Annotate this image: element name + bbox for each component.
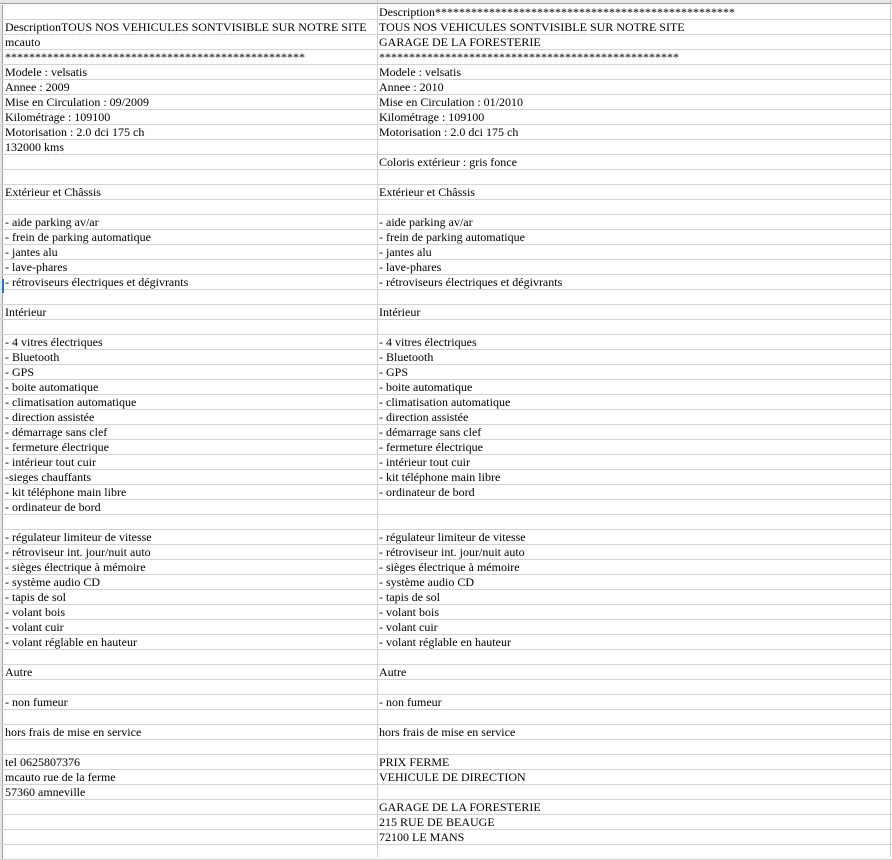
cell-col-b[interactable]: Annee : 2010 xyxy=(379,80,444,94)
cell-col-a[interactable]: DescriptionTOUS NOS VEHICULES SONTVISIBLE SUR NOTRE SITE xyxy=(5,20,367,34)
cell-col-b[interactable]: Extérieur et Châssis xyxy=(379,185,475,199)
cell-col-b[interactable]: Modele : velsatis xyxy=(379,65,461,79)
table-row xyxy=(0,545,892,560)
cell-col-a[interactable]: - non fumeur xyxy=(5,695,68,709)
row-header[interactable] xyxy=(0,710,3,724)
cell-col-a[interactable]: - tapis de sol xyxy=(5,590,66,604)
table-row xyxy=(0,170,892,185)
table-row xyxy=(0,755,892,770)
cell-col-a[interactable]: - démarrage sans clef xyxy=(5,425,108,439)
row-header[interactable] xyxy=(0,305,3,319)
cell-col-b[interactable]: ************************************************** xyxy=(379,50,679,64)
cell-col-b[interactable]: Coloris extérieur : gris fonce xyxy=(379,155,517,169)
row-header[interactable] xyxy=(0,95,3,109)
table-row xyxy=(0,710,892,725)
row-header[interactable] xyxy=(0,695,3,709)
cell-col-b[interactable]: - jantes alu xyxy=(379,245,432,259)
table-row xyxy=(0,125,892,140)
row-header[interactable] xyxy=(0,110,3,124)
table-row xyxy=(0,830,892,845)
cell-col-b[interactable]: - 4 vitres électriques xyxy=(379,335,477,349)
row-header[interactable] xyxy=(0,605,3,619)
table-row xyxy=(0,575,892,590)
cell-col-b[interactable]: - sièges électrique à mémoire xyxy=(379,560,520,574)
cell-col-b[interactable]: Mise en Circulation : 01/2010 xyxy=(379,95,523,109)
cell-col-b[interactable]: TOUS NOS VEHICULES SONTVISIBLE SUR NOTRE SITE xyxy=(379,20,685,34)
row-header[interactable] xyxy=(0,395,3,409)
cell-col-b[interactable] xyxy=(379,680,889,694)
table-row xyxy=(0,275,892,290)
cell-col-a[interactable]: Mise en Circulation : 09/2009 xyxy=(5,95,149,109)
table-row xyxy=(0,95,892,110)
row-header[interactable] xyxy=(0,470,3,484)
row-header[interactable] xyxy=(0,665,3,679)
cell-col-b[interactable]: - kit téléphone main libre xyxy=(379,470,501,484)
row-header[interactable] xyxy=(0,680,3,694)
cell-col-a[interactable]: - volant cuir xyxy=(5,620,64,634)
table-row xyxy=(0,260,892,275)
cell-col-a[interactable]: - 4 vitres électriques xyxy=(5,335,103,349)
table-row xyxy=(0,740,892,755)
cell-col-b[interactable] xyxy=(379,320,889,334)
cell-col-a[interactable]: - régulateur limiteur de vitesse xyxy=(5,530,152,544)
row-header[interactable] xyxy=(0,815,3,829)
cell-col-a[interactable] xyxy=(5,680,376,694)
cell-col-a[interactable]: - volant réglable en hauteur xyxy=(5,635,137,649)
row-header[interactable] xyxy=(0,740,3,754)
cell-col-b[interactable]: - lave-phares xyxy=(379,260,442,274)
table-row xyxy=(0,35,892,50)
cell-col-a[interactable] xyxy=(5,5,376,19)
table-row xyxy=(0,230,892,245)
row-header[interactable] xyxy=(0,500,3,514)
row-header[interactable] xyxy=(0,155,3,169)
row-header[interactable] xyxy=(0,410,3,424)
cell-col-a[interactable]: - kit téléphone main libre xyxy=(5,485,127,499)
table-row xyxy=(0,380,892,395)
cell-col-a[interactable]: ************************************************** xyxy=(5,50,305,64)
cell-col-b[interactable]: Kilométrage : 109100 xyxy=(379,110,485,124)
row-header[interactable] xyxy=(0,755,3,769)
row-header[interactable] xyxy=(0,725,3,739)
row-header[interactable] xyxy=(0,440,3,454)
row-header[interactable] xyxy=(0,200,3,214)
cell-col-b[interactable] xyxy=(379,170,889,184)
table-row xyxy=(0,410,892,425)
row-header[interactable] xyxy=(0,590,3,604)
cell-col-a[interactable]: mcauto xyxy=(5,35,41,49)
cell-col-a[interactable] xyxy=(5,830,376,844)
table-row xyxy=(0,200,892,215)
table-row xyxy=(0,635,892,650)
table-row xyxy=(0,65,892,80)
row-header[interactable] xyxy=(0,770,3,784)
cell-col-b[interactable]: - volant cuir xyxy=(379,620,438,634)
cell-col-a[interactable]: 57360 amneville xyxy=(5,785,86,799)
table-row xyxy=(0,800,892,815)
row-header[interactable] xyxy=(0,20,3,34)
cell-col-b[interactable]: Motorisation : 2.0 dci 175 ch xyxy=(379,125,519,139)
cell-col-a[interactable] xyxy=(5,740,376,754)
table-row xyxy=(0,365,892,380)
cell-col-a[interactable]: - ordinateur de bord xyxy=(5,500,101,514)
column-header-strip xyxy=(0,0,892,4)
row-header[interactable] xyxy=(0,575,3,589)
cell-col-a[interactable]: - frein de parking automatique xyxy=(5,230,151,244)
cell-col-b[interactable] xyxy=(379,140,889,154)
cell-col-a[interactable] xyxy=(5,815,376,829)
cell-col-a[interactable]: Autre xyxy=(5,665,33,679)
cell-col-b[interactable] xyxy=(379,785,889,799)
table-row xyxy=(0,440,892,455)
row-header[interactable] xyxy=(0,800,3,814)
table-row xyxy=(0,455,892,470)
row-header[interactable] xyxy=(0,830,3,844)
cell-col-a[interactable]: mcauto rue de la ferme xyxy=(5,770,116,784)
table-row xyxy=(0,515,892,530)
cell-col-a[interactable]: Motorisation : 2.0 dci 175 ch xyxy=(5,125,145,139)
table-row xyxy=(0,20,892,35)
cell-col-b[interactable]: 72100 LE MANS xyxy=(379,830,465,844)
row-header[interactable] xyxy=(0,365,3,379)
cell-col-b[interactable]: - Bluetooth xyxy=(379,350,434,364)
cell-col-b[interactable]: - rétroviseur int. jour/nuit auto xyxy=(379,545,525,559)
cell-col-a[interactable] xyxy=(5,800,376,814)
row-header[interactable] xyxy=(0,620,3,634)
cell-col-a[interactable]: Modele : velsatis xyxy=(5,65,87,79)
cell-col-a[interactable]: - direction assistée xyxy=(5,410,95,424)
table-row xyxy=(0,620,892,635)
cell-col-a[interactable]: Extérieur et Châssis xyxy=(5,185,101,199)
table-row xyxy=(0,605,892,620)
table-row xyxy=(0,395,892,410)
cell-col-b[interactable] xyxy=(379,290,889,304)
cell-col-b[interactable]: - boite automatique xyxy=(379,380,473,394)
row-header[interactable] xyxy=(0,260,3,274)
cell-col-b[interactable]: - direction assistée xyxy=(379,410,469,424)
cell-col-a[interactable] xyxy=(5,650,376,664)
row-header[interactable] xyxy=(0,185,3,199)
cell-col-b[interactable]: - aide parking av/ar xyxy=(379,215,473,229)
cell-col-a[interactable] xyxy=(5,155,376,169)
cell-col-b[interactable]: - non fumeur xyxy=(379,695,442,709)
row-header[interactable] xyxy=(0,215,3,229)
row-header[interactable] xyxy=(0,5,3,19)
cell-col-a[interactable]: Intérieur xyxy=(5,305,47,319)
cell-col-a[interactable] xyxy=(5,320,376,334)
row-header[interactable] xyxy=(0,125,3,139)
cell-col-b[interactable]: - frein de parking automatique xyxy=(379,230,525,244)
cell-col-a[interactable]: Kilométrage : 109100 xyxy=(5,110,111,124)
table-row xyxy=(0,290,892,305)
row-header[interactable] xyxy=(0,635,3,649)
cell-col-b[interactable] xyxy=(379,650,889,664)
table-row xyxy=(0,470,892,485)
cell-col-b[interactable] xyxy=(379,500,889,514)
table-row xyxy=(0,5,892,20)
cell-col-b[interactable]: - démarrage sans clef xyxy=(379,425,482,439)
table-row xyxy=(0,590,892,605)
table-row xyxy=(0,425,892,440)
table-row xyxy=(0,650,892,665)
cell-col-a[interactable]: - sièges électrique à mémoire xyxy=(5,560,146,574)
cell-col-b[interactable] xyxy=(379,515,889,529)
table-row xyxy=(0,530,892,545)
table-row xyxy=(0,215,892,230)
cell-col-b[interactable]: - régulateur limiteur de vitesse xyxy=(379,530,526,544)
table-row xyxy=(0,725,892,740)
row-header[interactable] xyxy=(0,515,3,529)
row-header[interactable] xyxy=(0,650,3,664)
cell-col-a[interactable]: - boite automatique xyxy=(5,380,99,394)
table-row xyxy=(0,815,892,830)
cell-col-a[interactable]: - GPS xyxy=(5,365,35,379)
row-header[interactable] xyxy=(0,140,3,154)
cell-col-b[interactable]: Autre xyxy=(379,665,407,679)
cell-col-a[interactable]: - fermeture électrique xyxy=(5,440,109,454)
row-header[interactable] xyxy=(0,455,3,469)
cell-col-a[interactable]: - jantes alu xyxy=(5,245,58,259)
row-header[interactable] xyxy=(0,545,3,559)
cell-col-b[interactable]: - système audio CD xyxy=(379,575,474,589)
table-row xyxy=(0,695,892,710)
row-header[interactable] xyxy=(0,785,3,799)
table-row xyxy=(0,485,892,500)
row-header[interactable] xyxy=(0,80,3,94)
cell-col-b[interactable]: VEHICULE DE DIRECTION xyxy=(379,770,526,784)
cell-col-b[interactable]: - ordinateur de bord xyxy=(379,485,475,499)
table-row xyxy=(0,770,892,785)
cell-col-a[interactable]: 132000 kms xyxy=(5,140,65,154)
table-row xyxy=(0,665,892,680)
cell-col-b[interactable] xyxy=(379,200,889,214)
cell-col-b[interactable] xyxy=(379,740,889,754)
table-row xyxy=(0,500,892,515)
cell-col-b[interactable]: - intérieur tout cuir xyxy=(379,455,470,469)
cell-col-a[interactable]: - intérieur tout cuir xyxy=(5,455,96,469)
table-row xyxy=(0,320,892,335)
table-row xyxy=(0,335,892,350)
cell-col-b[interactable]: hors frais de mise en service xyxy=(379,725,516,739)
cell-col-a[interactable]: - climatisation automatique xyxy=(5,395,137,409)
row-header[interactable] xyxy=(0,230,3,244)
table-row xyxy=(0,305,892,320)
cell-col-a[interactable]: - volant bois xyxy=(5,605,65,619)
cell-col-a[interactable]: - système audio CD xyxy=(5,575,100,589)
cell-col-a[interactable] xyxy=(5,290,376,304)
table-row xyxy=(0,350,892,365)
cell-col-a[interactable]: hors frais de mise en service xyxy=(5,725,142,739)
cell-col-b[interactable]: 215 RUE DE BEAUGE xyxy=(379,815,495,829)
table-row xyxy=(0,110,892,125)
row-header[interactable] xyxy=(0,380,3,394)
cell-col-b[interactable] xyxy=(379,710,889,724)
table-row xyxy=(0,245,892,260)
cell-col-b[interactable]: - GPS xyxy=(379,365,409,379)
table-row xyxy=(0,560,892,575)
row-header[interactable] xyxy=(0,530,3,544)
cell-col-a[interactable]: -sieges chauffants xyxy=(5,470,92,484)
cell-col-a[interactable]: tel 0625807376 xyxy=(5,755,80,769)
row-header[interactable] xyxy=(0,335,3,349)
cell-col-b[interactable]: PRIX FERME xyxy=(379,755,450,769)
row-header[interactable] xyxy=(0,425,3,439)
row-header[interactable] xyxy=(0,320,3,334)
table-row xyxy=(0,680,892,695)
cell-col-b[interactable]: - tapis de sol xyxy=(379,590,440,604)
row-header[interactable] xyxy=(0,560,3,574)
cell-col-b[interactable]: - fermeture électrique xyxy=(379,440,483,454)
cell-col-a[interactable]: - rétroviseur int. jour/nuit auto xyxy=(5,545,151,559)
cell-col-a[interactable]: Annee : 2009 xyxy=(5,80,70,94)
cell-col-b[interactable]: GARAGE DE LA FORESTERIE xyxy=(379,35,541,49)
table-row xyxy=(0,785,892,800)
table-row xyxy=(0,155,892,170)
cell-col-b[interactable]: Intérieur xyxy=(379,305,421,319)
cell-col-a[interactable] xyxy=(5,515,376,529)
cell-col-b[interactable]: - volant réglable en hauteur xyxy=(379,635,511,649)
table-row xyxy=(0,80,892,95)
row-header[interactable] xyxy=(0,50,3,64)
cell-col-a[interactable]: - aide parking av/ar xyxy=(5,215,99,229)
cell-col-a[interactable]: - lave-phares xyxy=(5,260,68,274)
cell-col-b[interactable]: Description************************************************** xyxy=(379,5,735,19)
cell-col-a[interactable] xyxy=(5,710,376,724)
cell-col-a[interactable]: - Bluetooth xyxy=(5,350,60,364)
row-header[interactable] xyxy=(0,35,3,49)
cell-col-b[interactable]: - rétroviseurs électriques et dégivrants xyxy=(379,275,563,289)
cell-col-b[interactable]: - volant bois xyxy=(379,605,439,619)
table-row xyxy=(0,845,892,860)
cell-col-a[interactable] xyxy=(5,170,376,184)
selection-marker xyxy=(2,279,4,293)
row-header[interactable] xyxy=(0,245,3,259)
cell-col-b[interactable]: GARAGE DE LA FORESTERIE xyxy=(379,800,541,814)
cell-col-b[interactable]: - climatisation automatique xyxy=(379,395,511,409)
cell-col-a[interactable]: - rétroviseurs électriques et dégivrants xyxy=(5,275,189,289)
row-header[interactable] xyxy=(0,485,3,499)
table-row xyxy=(0,50,892,65)
table-row xyxy=(0,185,892,200)
row-header[interactable] xyxy=(0,65,3,79)
row-header[interactable] xyxy=(0,350,3,364)
cell-col-a[interactable] xyxy=(5,200,376,214)
row-header[interactable] xyxy=(0,170,3,184)
table-row xyxy=(0,140,892,155)
